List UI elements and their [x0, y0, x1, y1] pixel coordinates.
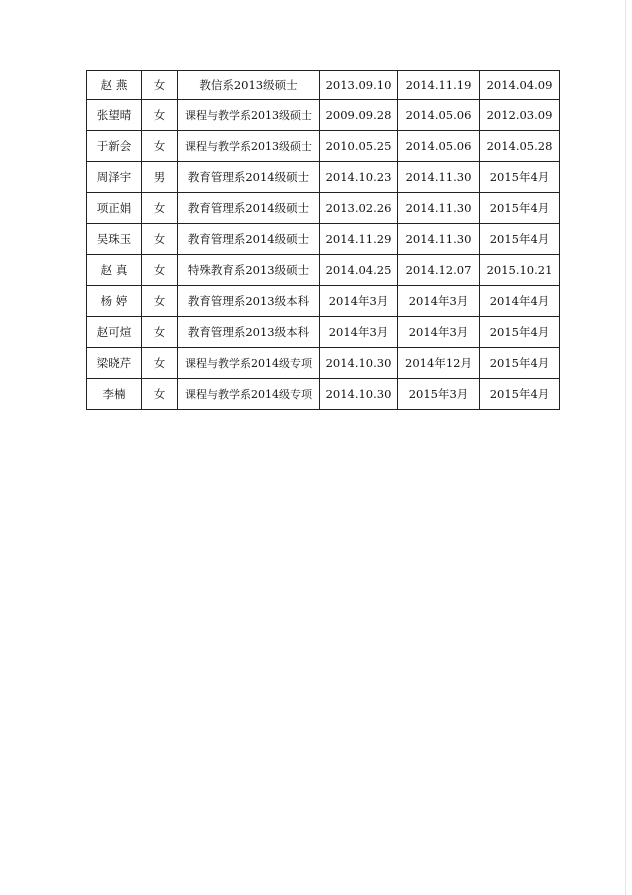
- date3-cell: 2015.10.21: [480, 255, 560, 286]
- department-cell: 教育管理系2013级本科: [178, 286, 320, 317]
- date2-cell: 2014.12.07: [398, 255, 480, 286]
- gender-cell: 女: [142, 100, 178, 131]
- table-row: [87, 131, 560, 162]
- date1-cell: 2014年3月: [320, 317, 398, 348]
- name-cell: 周泽宇: [87, 162, 142, 193]
- date2-cell: 2014.05.06: [398, 131, 480, 162]
- date1-cell: 2014.04.25: [320, 255, 398, 286]
- date3-cell: 2015年4月: [480, 379, 560, 410]
- page-edge: [625, 0, 626, 895]
- department-text: 课程与教学系2014级专项: [185, 387, 312, 401]
- date1-cell: 2010.05.25: [320, 131, 398, 162]
- gender-cell: 女: [142, 71, 178, 100]
- date3-cell: 2014年4月: [480, 286, 560, 317]
- table-row: [87, 71, 560, 100]
- name-cell: 张望晴: [87, 100, 142, 131]
- gender-cell: 男: [142, 162, 178, 193]
- name-cell: 李楠: [87, 379, 142, 410]
- name-cell: 梁晓芹: [87, 348, 142, 379]
- date2-cell: 2015年3月: [398, 379, 480, 410]
- date3-cell: 2014.04.09: [480, 71, 560, 100]
- date3-cell: 2015年4月: [480, 224, 560, 255]
- table-row: [87, 162, 560, 193]
- department-cell: 教育管理系2014级硕士: [178, 162, 320, 193]
- department-cell: 教育管理系2014级硕士: [178, 193, 320, 224]
- table-row: [87, 100, 560, 131]
- department-cell: 教信系2013级硕士: [178, 71, 320, 100]
- name-cell: 于新会: [87, 131, 142, 162]
- date1-cell: 2014.10.30: [320, 379, 398, 410]
- date1-cell: 2014年3月: [320, 286, 398, 317]
- department-text: 课程与教学系2013级硕士: [185, 139, 312, 153]
- date3-cell: 2012.03.09: [480, 100, 560, 131]
- date1-cell: 2013.02.26: [320, 193, 398, 224]
- table-row: [87, 286, 560, 317]
- department-text: 课程与教学系2013级硕士: [185, 108, 312, 122]
- department-cell: [178, 131, 320, 162]
- department-cell: 教育管理系2014级硕士: [178, 224, 320, 255]
- date1-cell: 2014.10.30: [320, 348, 398, 379]
- gender-cell: 女: [142, 348, 178, 379]
- member-table: [86, 70, 560, 410]
- date1-cell: 2014.10.23: [320, 162, 398, 193]
- table-row: [87, 224, 560, 255]
- date1-cell: 2009.09.28: [320, 100, 398, 131]
- department-cell: [178, 100, 320, 131]
- date2-cell: 2014年3月: [398, 317, 480, 348]
- gender-cell: 女: [142, 379, 178, 410]
- date2-cell: 2014.05.06: [398, 100, 480, 131]
- department-cell: 特殊教育系2013级硕士: [178, 255, 320, 286]
- name-cell: 项正娟: [87, 193, 142, 224]
- table-row: [87, 348, 560, 379]
- table-row: [87, 255, 560, 286]
- table-row: [87, 379, 560, 410]
- date2-cell: 2014.11.30: [398, 162, 480, 193]
- name-cell: 杨 婷: [87, 286, 142, 317]
- gender-cell: 女: [142, 224, 178, 255]
- date1-cell: 2014.11.29: [320, 224, 398, 255]
- date3-cell: 2015年4月: [480, 162, 560, 193]
- date3-cell: 2014.05.28: [480, 131, 560, 162]
- department-cell: [178, 348, 320, 379]
- department-cell: 教育管理系2013级本科: [178, 317, 320, 348]
- table-row: [87, 193, 560, 224]
- date2-cell: 2014.11.30: [398, 193, 480, 224]
- date2-cell: 2014年12月: [398, 348, 480, 379]
- department-cell: [178, 379, 320, 410]
- gender-cell: 女: [142, 255, 178, 286]
- date1-cell: 2013.09.10: [320, 71, 398, 100]
- date3-cell: 2015年4月: [480, 193, 560, 224]
- gender-cell: 女: [142, 131, 178, 162]
- date3-cell: 2015年4月: [480, 317, 560, 348]
- date2-cell: 2014.11.19: [398, 71, 480, 100]
- department-text: 课程与教学系2014级专项: [185, 356, 312, 370]
- date3-cell: 2015年4月: [480, 348, 560, 379]
- name-cell: 赵 真: [87, 255, 142, 286]
- table-row: [87, 317, 560, 348]
- gender-cell: 女: [142, 317, 178, 348]
- name-cell: 赵可煊: [87, 317, 142, 348]
- gender-cell: 女: [142, 193, 178, 224]
- date2-cell: 2014.11.30: [398, 224, 480, 255]
- name-cell: 赵 燕: [87, 71, 142, 100]
- name-cell: 吴珠玉: [87, 224, 142, 255]
- gender-cell: 女: [142, 286, 178, 317]
- date2-cell: 2014年3月: [398, 286, 480, 317]
